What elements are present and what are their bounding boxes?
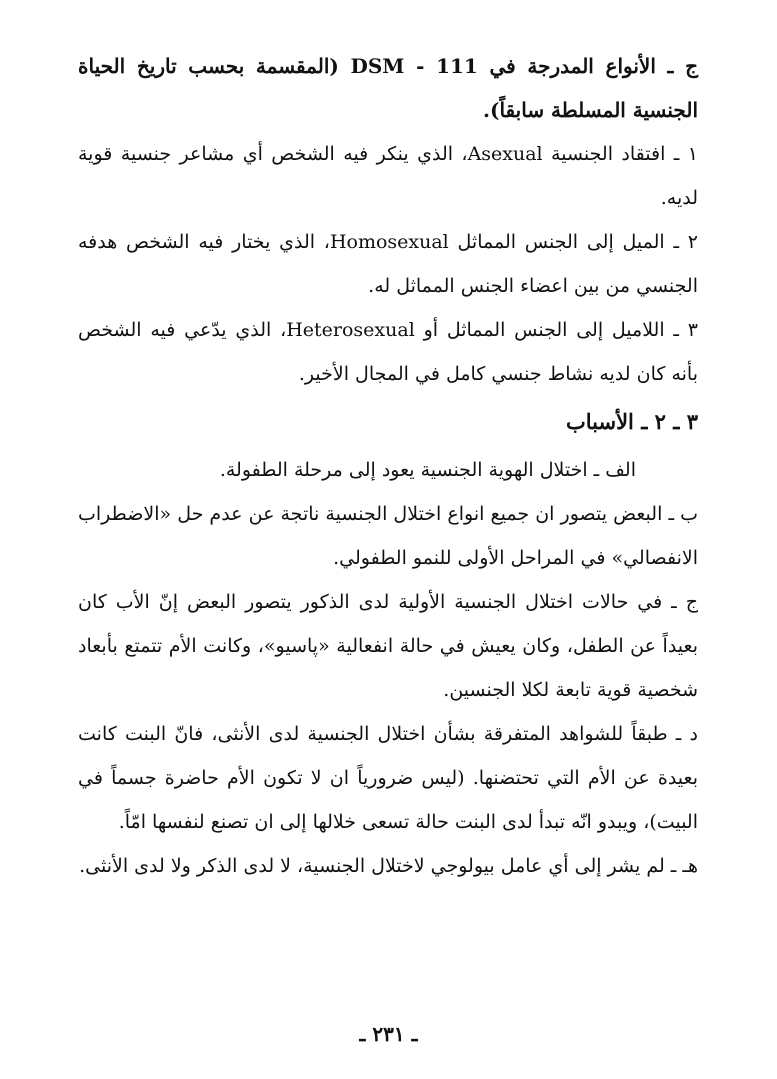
- cause-item-e: هـ ـ لم يشر إلى أي عامل بيولوجي لاختلال الجنسية، لا لدى الذكر ولا لدى الأنثى.: [79, 855, 698, 877]
- list-item-asexual: ١ ـ افتقاد الجنسية Asexual، الذي ينكر فيه الشخص أي مشاعر جنسية قوية لديه.: [78, 143, 698, 209]
- list-item-homosexual: ٢ ـ الميل إلى الجنس المماثل Homosexual، الذي يختار فيه الشخص هدفه الجنسي من بين اعضاء الجنس المماثل له.: [78, 231, 698, 297]
- list-item-heterosexual: ٣ ـ اللاميل إلى الجنس المماثل أو Heterosexual، الذي يدّعي فيه الشخص بأنه كان لديه نشاط جنسي كامل في المجال الأخير.: [78, 319, 698, 385]
- page-body: [78, 44, 698, 888]
- page-number: ـ ٢٣١ ـ: [359, 1022, 418, 1046]
- causes-section-title: ٣ ـ ٢ ـ الأسباب: [565, 409, 698, 434]
- section-c-heading: ج ـ الأنواع المدرجة في DSM - 111 (المقسمة بحسب تاريخ الحياة الجنسية المسلطة سابقاً).: [78, 54, 698, 122]
- cause-item-d: د ـ طبقاً للشواهد المتفرقة بشأن اختلال الجنسية لدى الأنثى، فانّ البنت كانت بعيدة عن الأم التي تحتضنها. (ليس ضرورياً ان لا تكون الأم حاضرة جسماً في البيت)، ويبدو انّه تبدأ لدى البنت حالة تسعى خلالها إلى ان تصنع لنفسها امّاً.: [78, 723, 698, 833]
- cause-item-b: ب ـ البعض يتصور ان جميع انواع اختلال الجنسية ناتجة عن عدم حل «الاضطراب الانفصالي» في المراحل الأولى للنمو الطفولي.: [78, 503, 698, 569]
- cause-item-c: ج ـ في حالات اختلال الجنسية الأولية لدى الذكور يتصور البعض إنّ الأب كان بعيداً عن الطفل، وكان يعيش في حالة انفعالية «پاسيو»، وكانت الأم تتمتع بأبعاد شخصية قوية تابعة لكلا الجنسين.: [78, 591, 698, 701]
- cause-item-a: الف ـ اختلال الهوية الجنسية يعود إلى مرحلة الطفولة.: [219, 459, 636, 481]
